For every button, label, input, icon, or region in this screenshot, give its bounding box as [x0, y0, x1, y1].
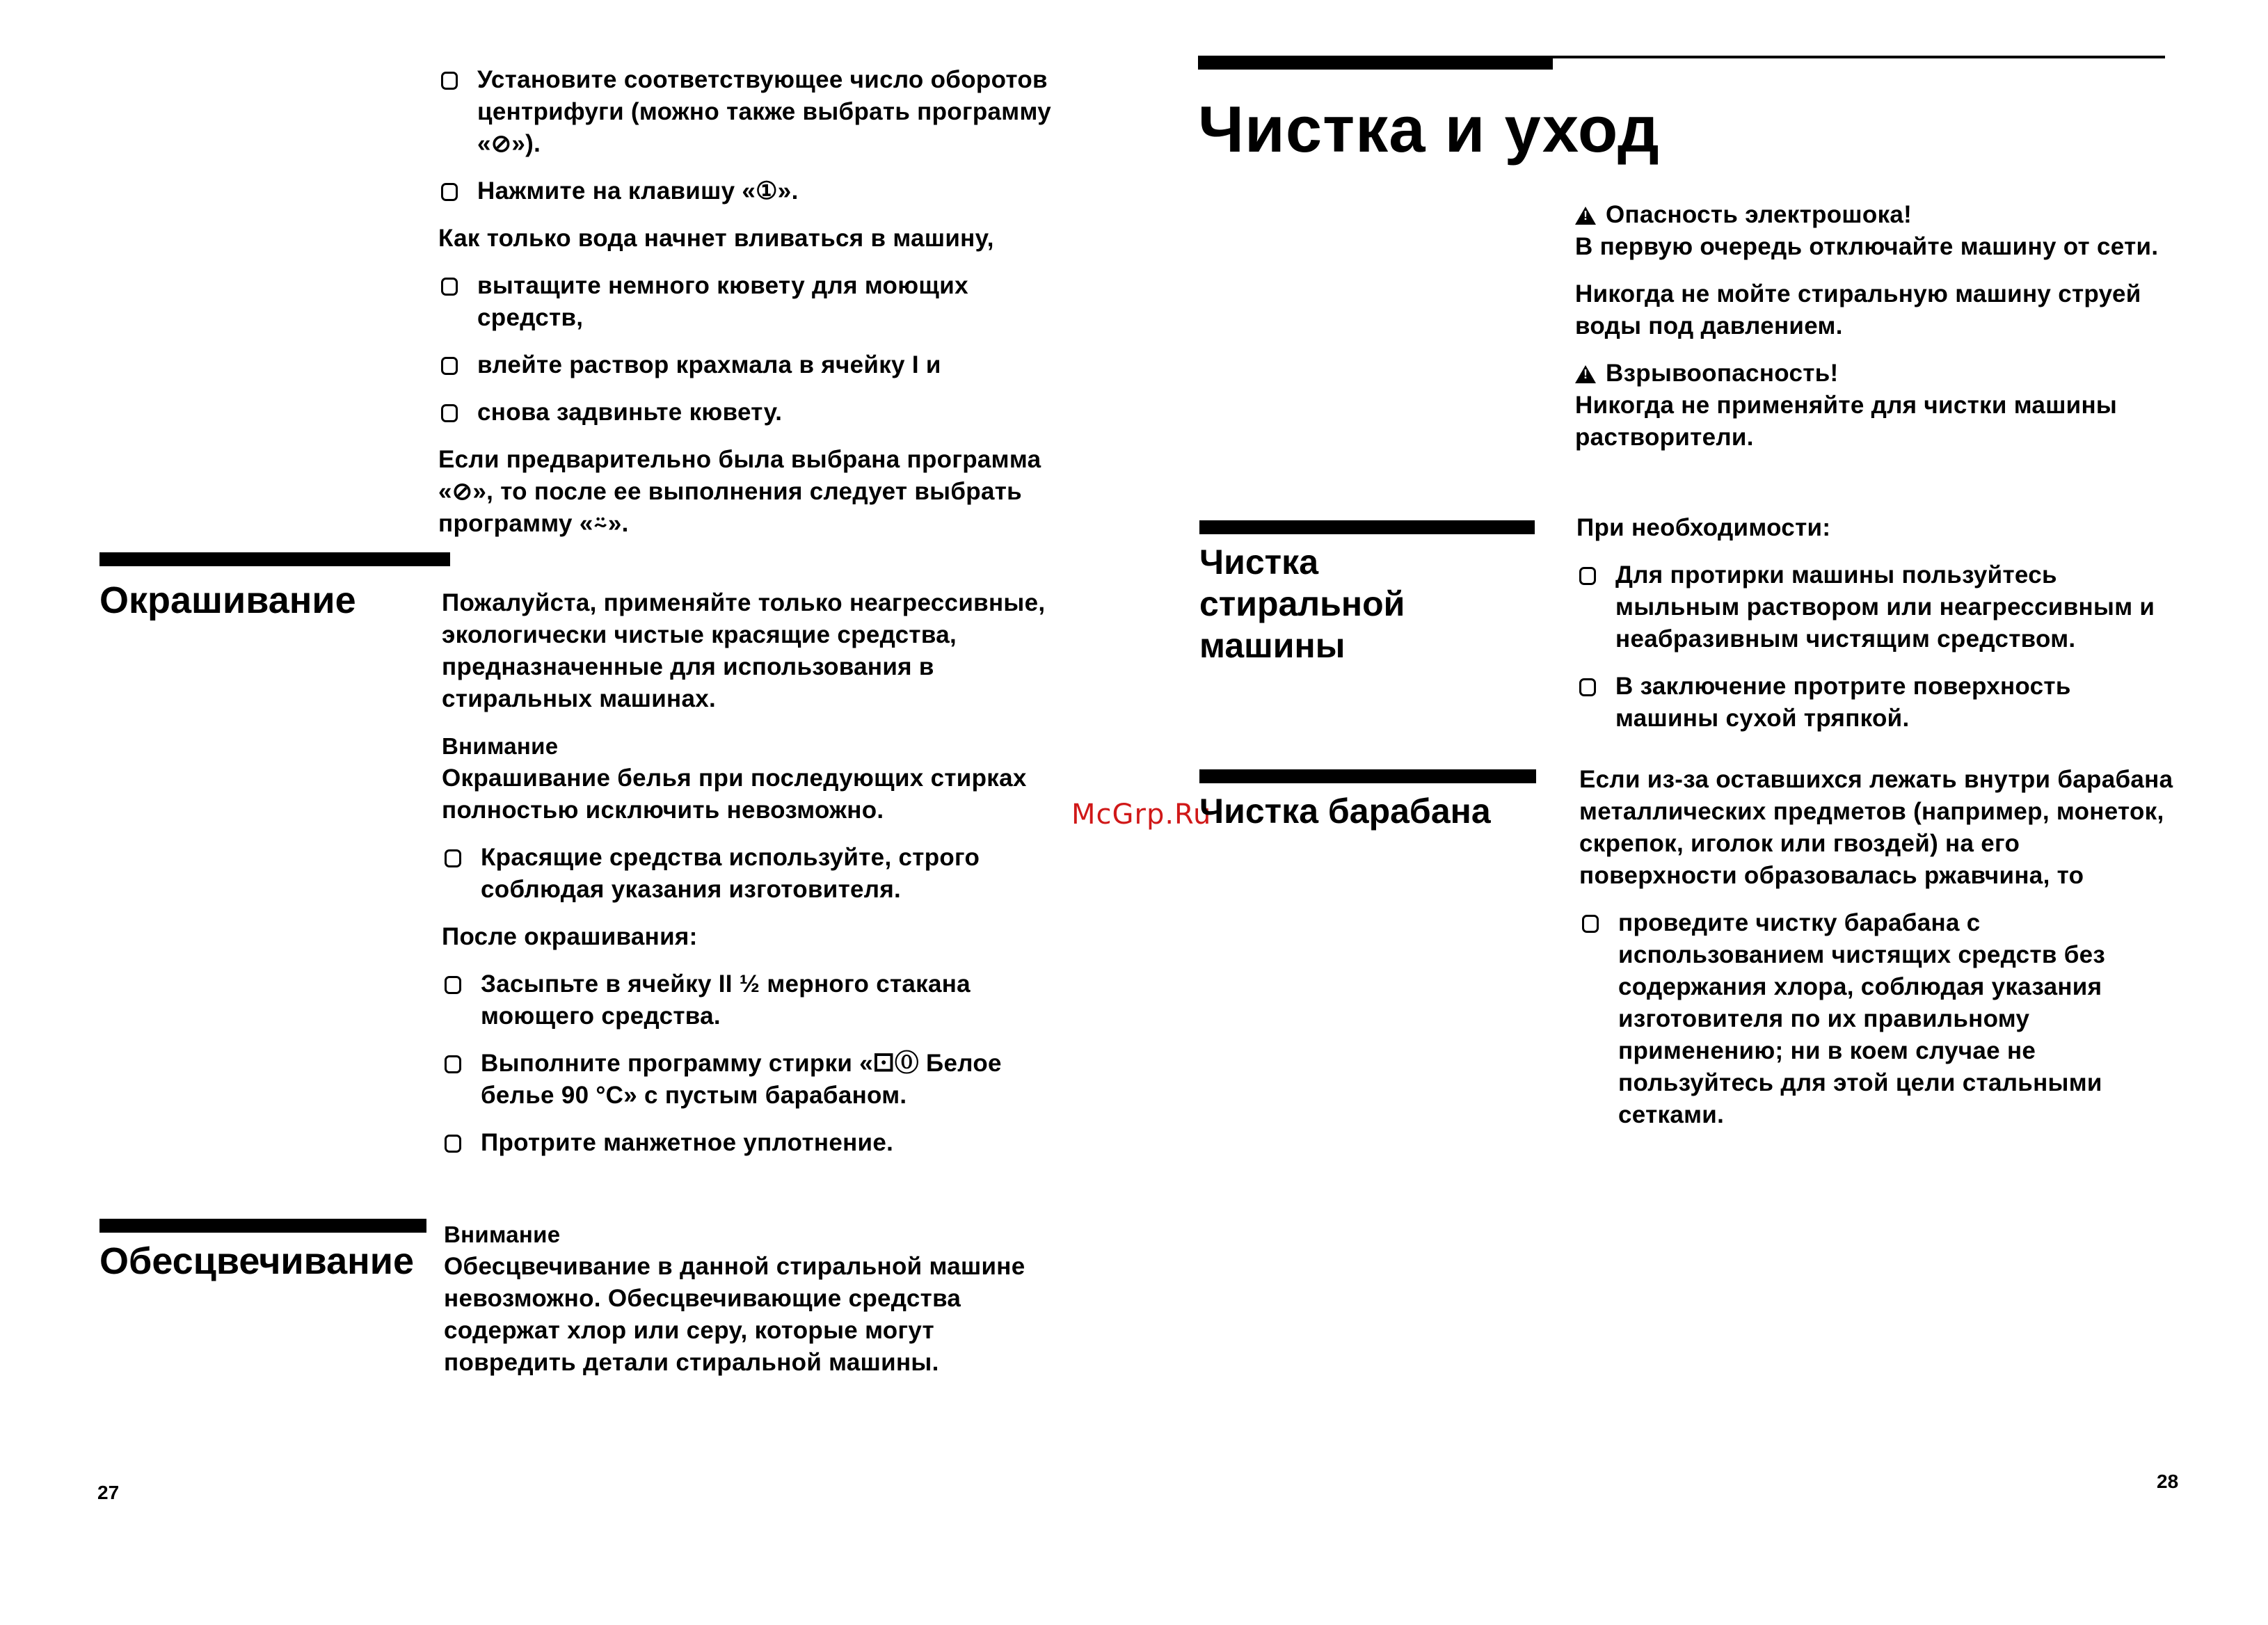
- warning-label: Взрывоопасность!: [1606, 360, 1839, 387]
- bleaching-text: Обесцвечивание в данной стиральной машине невозможно. Обесцвечивающие средства содержат хлор или серу, которые могут повредить детали стиральной машины.: [444, 1253, 1025, 1376]
- warning-heading: [1575, 358, 2173, 390]
- drum-cleaning-block: [1579, 764, 2178, 1131]
- warning-triangle-icon: [1575, 207, 1596, 225]
- section-rule: [99, 1219, 426, 1233]
- warning-triangle-icon: [1575, 365, 1596, 383]
- attention-label: Внимание: [442, 733, 559, 759]
- checklist-item: Для протирки машины пользуйтесь мыльным раствором или неагрессивным и неабразивным чистящим средством.: [1576, 559, 2175, 655]
- checklist-item: проведите чистку барабана с использованием чистящих средств без содержания хлора, соблюдая указания изготовителя по их правильному применению; ни в коем случае не пользуйтесь для этой цели стальными сетками.: [1579, 907, 2178, 1131]
- checklist-item: Засыпьте в ячейку II ½ мерного стакана моющего средства.: [442, 968, 1047, 1032]
- section-rule: [1199, 520, 1535, 534]
- intro-block: [438, 64, 1064, 540]
- section-rule: [1199, 769, 1536, 783]
- checklist-item: Протрите манжетное уплотнение.: [442, 1127, 1047, 1159]
- warning-text: В первую очередь отключайте машину от сети.: [1575, 233, 2159, 260]
- page-number: 27: [97, 1482, 120, 1503]
- title-rule-thin: [1553, 56, 2165, 58]
- section-rule: [99, 552, 450, 566]
- section-title-drum-cleaning: Чистка барабана: [1199, 792, 1491, 831]
- checklist-item: Красящие средства используйте, строго соблюдая указания изготовителя.: [442, 842, 1047, 906]
- warning-label: Опасность электрошока!: [1606, 201, 1912, 228]
- machine-cleaning-block: [1576, 512, 2175, 735]
- warning-heading: [1575, 199, 2173, 231]
- checklist-item: В заключение протрите поверхность машины сухой тряпкой.: [1576, 671, 2175, 735]
- intro-text: Как только вода начнет вливаться в машину,: [438, 225, 994, 252]
- after-dyeing-label: После окрашивания:: [442, 923, 698, 950]
- checklist-item: Нажмите на клавишу «①».: [438, 175, 1064, 207]
- title-line: стиральной: [1199, 584, 1405, 623]
- checklist-item: влейте раствор крахмала в ячейку I и: [438, 349, 1064, 381]
- page-title: Чистка и уход: [1198, 93, 1660, 166]
- checklist-item: снова задвиньте кювету.: [438, 397, 1064, 429]
- checklist-item: вытащите немного кювету для моющих средств,: [438, 270, 1064, 334]
- checklist-item: Установите соответствующее число оборотов центрифуги (можно также выбрать программу «⊘»).: [438, 64, 1064, 160]
- bleaching-block: [444, 1219, 1070, 1379]
- intro-text: При необходимости:: [1576, 514, 1831, 541]
- title-rule-thick: [1198, 56, 1553, 70]
- section-title-machine-cleaning: [1199, 541, 1405, 666]
- attention-text: Окрашивание белья при последующих стирках полностью исключить невозможно.: [442, 765, 1027, 824]
- page-number: 28: [2157, 1471, 2179, 1492]
- title-line: машины: [1199, 626, 1345, 665]
- title-line: Чистка: [1199, 543, 1318, 582]
- checklist-item: Выполните программу стирки «⚀⓪ Белое белье 90 °C» с пустым барабаном.: [442, 1048, 1047, 1112]
- warning-text: Никогда не применяйте для чистки машины растворители.: [1575, 392, 2118, 451]
- attention-label: Внимание: [444, 1222, 561, 1247]
- warnings-block: [1575, 199, 2173, 454]
- section-title-bleaching: Обесцвечивание: [99, 1240, 414, 1282]
- warning-text: Никогда не мойте стиральную машину струей воды под давлением.: [1575, 280, 2141, 339]
- dyeing-block: [442, 587, 1047, 1159]
- watermark: McGrp.Ru: [1071, 799, 1212, 831]
- drum-text: Если из-за оставшихся лежать внутри барабана металлических предметов (например, монеток, скрепок, иголок или гвоздей) на его поверхности образовалась ржавчина, то: [1579, 766, 2173, 889]
- dyeing-text: Пожалуйста, применяйте только неагрессивные, экологически чистые красящие средства, предназначенные для использования в стиральных машинах.: [442, 589, 1046, 712]
- section-title-dyeing: Окрашивание: [99, 579, 356, 621]
- intro-note: Если предварительно была выбрана программа «⊘», то после ее выполнения следует выбрать программу «⍨».: [438, 446, 1041, 537]
